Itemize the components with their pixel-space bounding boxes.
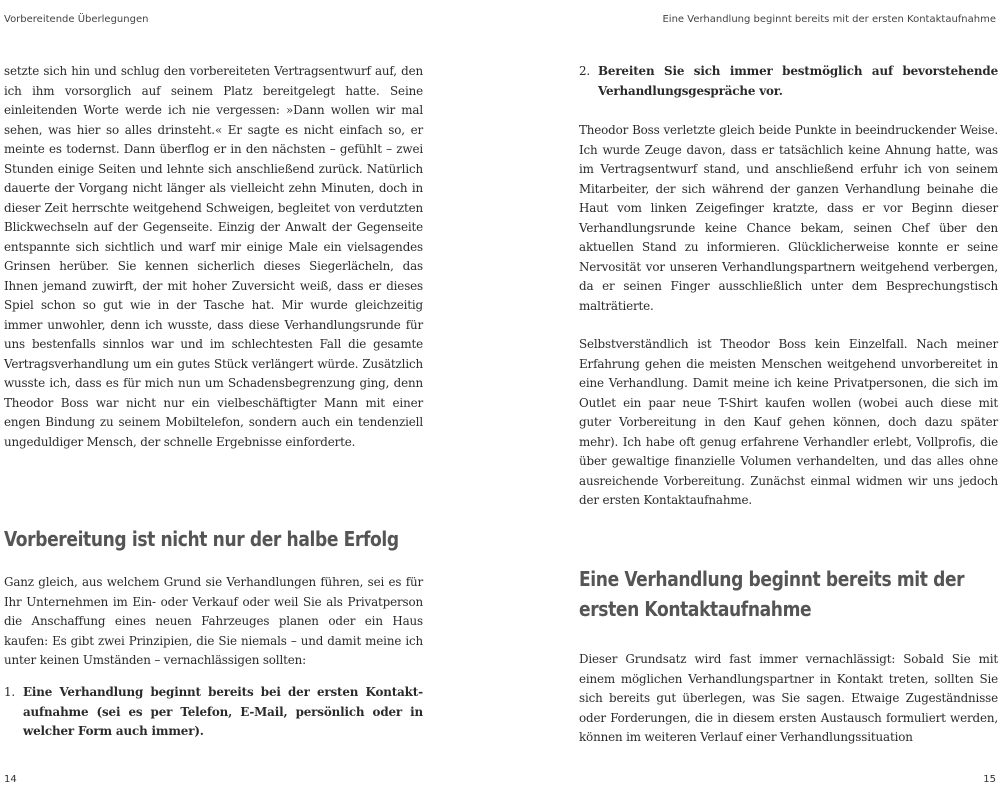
right-heading-block <box>579 564 998 624</box>
right-paragraph-3: Dieser Grundsatz wird fast immer vernachlässigt: Sobald Sie mit einem möglichen Verhandlungspartner in Kontakt treten, sollten Sie sich bereits gut überlegen, was Sie sagen. Etwaige Zugeständnisse oder Forderungen, die in diesem ersten Austausch formuliert werden, können im weiteren Verlauf einer Verhandlungssituation <box>579 652 998 744</box>
right-paragraph-2: Selbstverständlich ist Theodor Boss kein Einzelfall. Nach meiner Erfahrung gehen die meisten Menschen weitgehend unvorbereitet in eine Verhandlung. Damit meine ich keine Privatpersonen, die sich im Outlet ein paar neue T-Shirt kaufen wollen (wobei auch diese mit guter Vorbereitung in den Kauf gehen können, doch dazu später mehr). Ich habe oft genug erfahrene Verhandler erlebt, Vollprofis, die über gewaltige finanzielle Volumen verhandelten, und das alles ohne ausreichende Vorbereitung. Zunächst einmal widmen wir uns jedoch der ersten Kontaktaufnahme. <box>579 337 998 507</box>
section-heading-first-contact-line-1: Eine Verhandlung beginnt bereits mit der <box>579 567 965 591</box>
section-heading-first-contact-line-2: ersten Kontaktaufnahme <box>579 597 812 621</box>
left-running-head: Vorbereitende Überlegungen <box>4 14 149 25</box>
principle-text-2: Bereiten Sie sich immer bestmöglich auf bevorstehende Verhandlungsgespräche vor. <box>598 64 998 98</box>
right-paragraph-2-block <box>579 335 998 511</box>
principle-item-2 <box>579 62 998 101</box>
right-page <box>500 0 1000 800</box>
principle-item-1 <box>4 683 423 742</box>
principle-number-1: 1. <box>4 685 16 699</box>
left-paragraph-1-block <box>4 62 423 452</box>
principle-text-1: Eine Verhandlung beginnt bereits bei der ersten Kontaktaufnahme (sei es per Telefon, E-Mail, persönlich oder in welcher Form auch immer). <box>23 685 423 738</box>
right-principles-list <box>579 62 998 101</box>
right-page-number: 15 <box>983 774 996 785</box>
left-heading-block <box>4 524 423 554</box>
left-page-number: 14 <box>4 774 17 785</box>
left-paragraph-2: Ganz gleich, aus welchem Grund sie Verhandlungen führen, sei es für Ihr Unternehmen im Ein- oder Verkauf oder weil Sie als Privatperson die Anschaffung eines neuen Fahrzeuges planen oder ein Haus kaufen: Es gibt zwei Prinzipien, die Sie niemals – und damit meine ich unter keinen Umständen – vernachlässigen sollten: <box>4 575 423 667</box>
principle-number-2: 2. <box>579 64 591 78</box>
right-paragraph-1: Theodor Boss verletzte gleich beide Punkte in beeindruckender Weise. Ich wurde Zeuge davon, dass er tatsächlich keine Ahnung hatte, was im Vertragsentwurf stand, und anschließend erfuhr ich von seinem Mitarbeiter, der sich während der ganzen Verhandlung beinahe die Haut vom linken Zeigefinger kratzte, dass er vor Beginn dieser Verhandlungsrunde keine Chance bekam, seinen Chef über den aktuellen Stand zu informieren. Glücklicherweise konnte er seine Nervosität vor unseren Verhandlungspartnern weitgehend verbergen, da er seinen Finger ausschließlich unter dem Besprechungstisch malträtierte. <box>579 123 998 313</box>
right-paragraph-1-block <box>579 121 998 316</box>
left-paragraph-2-block <box>4 573 423 671</box>
right-paragraph-3-block <box>579 650 998 748</box>
right-running-head: Eine Verhandlung beginnt bereits mit der ersten Kontaktaufnahme <box>662 14 996 25</box>
left-principles-list <box>4 683 423 742</box>
left-paragraph-1: setzte sich hin und schlug den vorbereiteten Vertragsentwurf auf, den ich ihm vorsorglich auf seinem Platz bereitgelegt hatte. Seine einleitenden Worte werde ich nie vergessen: »Dann wollen wir mal sehen, was hier so alles drinsteht.« Er sagte es nicht einfach so, er meinte es todernst. Dann überflog er in den nächsten – gefühlt – zwei Stunden einige Seiten und lehnte sich anschließend zurück. Natürlich dauerte der Vorgang nicht länger als vielleicht zehn Minuten, doch in dieser Zeit herrschte weitgehend Schweigen, begleitet von verdutzten Blickwechseln auf der Gegenseite. Einzig der Anwalt der Gegenseite entspannte sich sichtlich und warf mir einige Male ein vielsagendes Grinsen herüber. Sie kennen sicherlich dieses Siegerlächeln, das Ihnen jemand zuwirft, der mit hoher Zuversicht weiß, dass er dieses Spiel schon so gut wie in der Tasche hat. Mir wurde gleichzeitig immer unwohler, denn ich wusste, dass diese Verhandlungsrunde für uns bestenfalls sinnlos war und im schlechtesten Fall die gesamte Vertragsverhandlung um ein gutes Stück verlängert würde. Zusätzlich wusste ich, dass es für mich nun um Schadensbegrenzung ging, denn Theodor Boss war nicht nur ein vielbeschäftigter Mann mit einer engen Bindung zu seinem Mobiltelefon, sondern auch ein tendenziell ungeduldiger Mensch, der schnelle Ergebnisse einforderte. <box>4 64 423 449</box>
section-heading-preparation: Vorbereitung ist nicht nur der halbe Erfolg <box>4 527 399 551</box>
